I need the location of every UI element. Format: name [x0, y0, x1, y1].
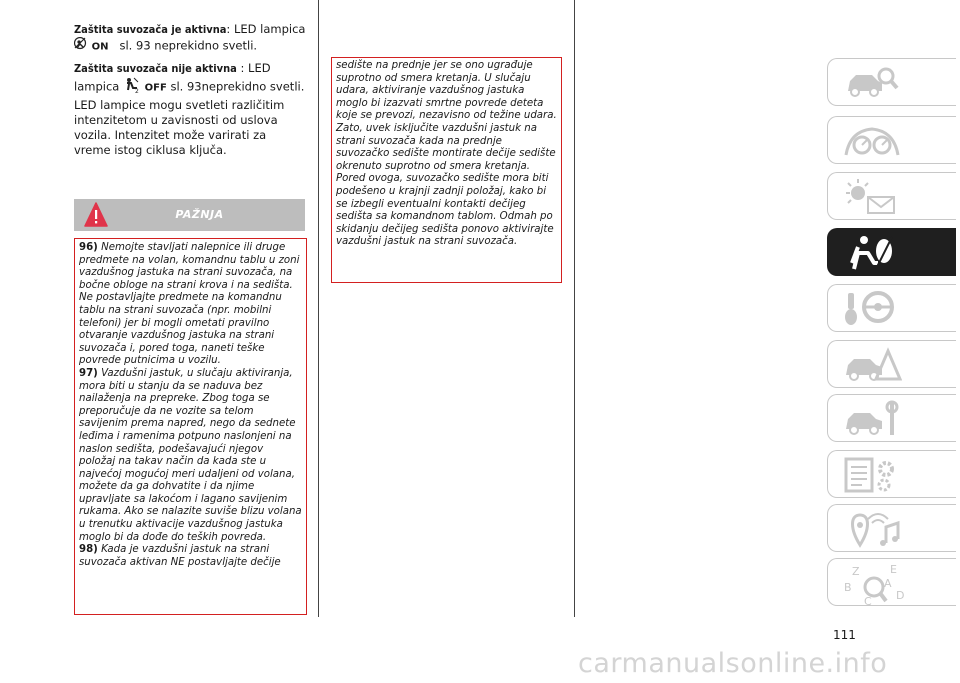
off-label: OFF: [144, 82, 167, 94]
watermark-text: carmanualsonline.info: [578, 648, 888, 679]
tab-index[interactable]: [827, 558, 956, 606]
note-continuation-text: sedište na prednje jer se ono ugrađuje suprotno od smera kretanja. U slučaju udara, aktiviranje vazdušnog jastuka moglo bi izazvati smrtne povrede deteta koje se prevozi, nezavisno od težine udara. Zato, uvek isključite vazdušni jastuk na strani suvozača kada na prednje suvozačko sedište montirate dečije sedište okrenuto suprotno od smera kretanja. Pored ovoga, suvozačko sedište mora biti podešeno u krajnji zadnji položaj, kako bi se izbegli eventualni kontakti dečijeg sedišta sa komandnom tablom. Odmah po skidanju dečijeg sedišta ponovo aktivirajte vazdušni jastuk na strani suvozača.: [336, 60, 557, 248]
main-text-column: [74, 22, 306, 158]
index-letter: B: [844, 581, 852, 594]
protection-inactive-paragraph: Zaštita suvozača nije aktivna : LED lampica 2 OFF sl. 93neprekidno svetli. LED lampice mogu svetleti različitim intenzitetom u zavisnosti od uslova vozila. Intenzitet može varirati za vreme istog ciklusa ključa.: [74, 61, 305, 157]
tab-car-search[interactable]: [827, 58, 956, 106]
warning-notes-box: [74, 238, 307, 615]
car-warning-icon: [842, 345, 902, 385]
media-nav-icon: [842, 509, 902, 549]
svg-text:2: 2: [134, 88, 139, 94]
car-wrench-icon: [842, 399, 902, 439]
note-item: 96) Nemojte stavljati nalepnice ili druge predmete na volan, komandnu tablu u zoni vazdušnog jastuka na strani suvozača, na bočne obloge na strani krova i na sedišta. Ne postavljajte predmete na komandnu tablu na strani suvozača (npr. mobilni telefoni) jer bi mogli ometati pravilno otvaranje vazdušnog jastuka na strani suvozača i, pored toga, naneti teške povrede putnicima u vozilu.: [79, 242, 300, 367]
index-search-icon: [842, 563, 906, 607]
note-item: 97) Vazdušni jastuk, u slučaju aktiviranja, mora biti u stanju da se naduva bez nailaženja na prepreke. Zbog toga se preporučuje da ne vozite sa telom savijenim prema napred, nego da sednete leđima i ramenima potpuno naslonjeni na naslon sedišta, podešavajući njegov položaj na takav način da kada ste u najvećoj mogućoj meri udaljeni od volana, možete da ga dohvatite i da njime upravljate sa lakoćom i lagano savijenim rukama. Ako se nalazite suviše blizu volana u trenutku aktivacije vazdušnog jastuka moglo bi da dođe do teških povreda.: [79, 367, 302, 543]
airbag-seat-icon: [842, 233, 902, 273]
tab-dashboard[interactable]: [827, 116, 956, 164]
warning-header-bar: [74, 199, 305, 231]
airbag-on-icon: [74, 37, 88, 55]
airbag-off-icon: [123, 76, 141, 98]
protection-inactive-heading: Zaštita suvozača nije aktivna: [74, 62, 237, 75]
dashboard-icon: [842, 121, 902, 161]
warning-label: PAŽNJA: [175, 208, 224, 221]
warning-continuation-box: [331, 57, 562, 283]
note-item: 98) Kada je vazdušni jastuk na strani suvozača aktivan NE postavljajte dečije: [79, 544, 281, 568]
page-number: 111: [833, 628, 856, 642]
protection-active-paragraph: Zaštita suvozača je aktivna: LED lampica ON sl. 93 neprekidno svetli.: [74, 22, 306, 55]
protection-active-heading: Zaštita suvozača je aktivna: [74, 23, 227, 36]
index-letter: C: [864, 595, 872, 607]
column-divider: [318, 0, 319, 617]
key-wheel-icon: [842, 289, 902, 329]
index-letter: E: [890, 563, 897, 576]
index-letter: A: [884, 577, 892, 590]
light-mail-icon: [842, 177, 902, 217]
tab-emergency[interactable]: [827, 340, 956, 388]
index-letter: Z: [852, 565, 860, 578]
spec-gear-icon: [842, 455, 902, 495]
tab-multimedia[interactable]: [827, 504, 956, 552]
car-search-icon: [842, 63, 902, 103]
tab-starting-driving[interactable]: [827, 284, 956, 332]
tab-technical-data[interactable]: [827, 450, 956, 498]
tab-lights-messages[interactable]: [827, 172, 956, 220]
column-divider: [574, 0, 575, 617]
on-label: ON: [91, 41, 109, 53]
tab-safety[interactable]: [827, 228, 956, 276]
tab-maintenance[interactable]: [827, 394, 956, 442]
index-letter: D: [896, 589, 905, 602]
